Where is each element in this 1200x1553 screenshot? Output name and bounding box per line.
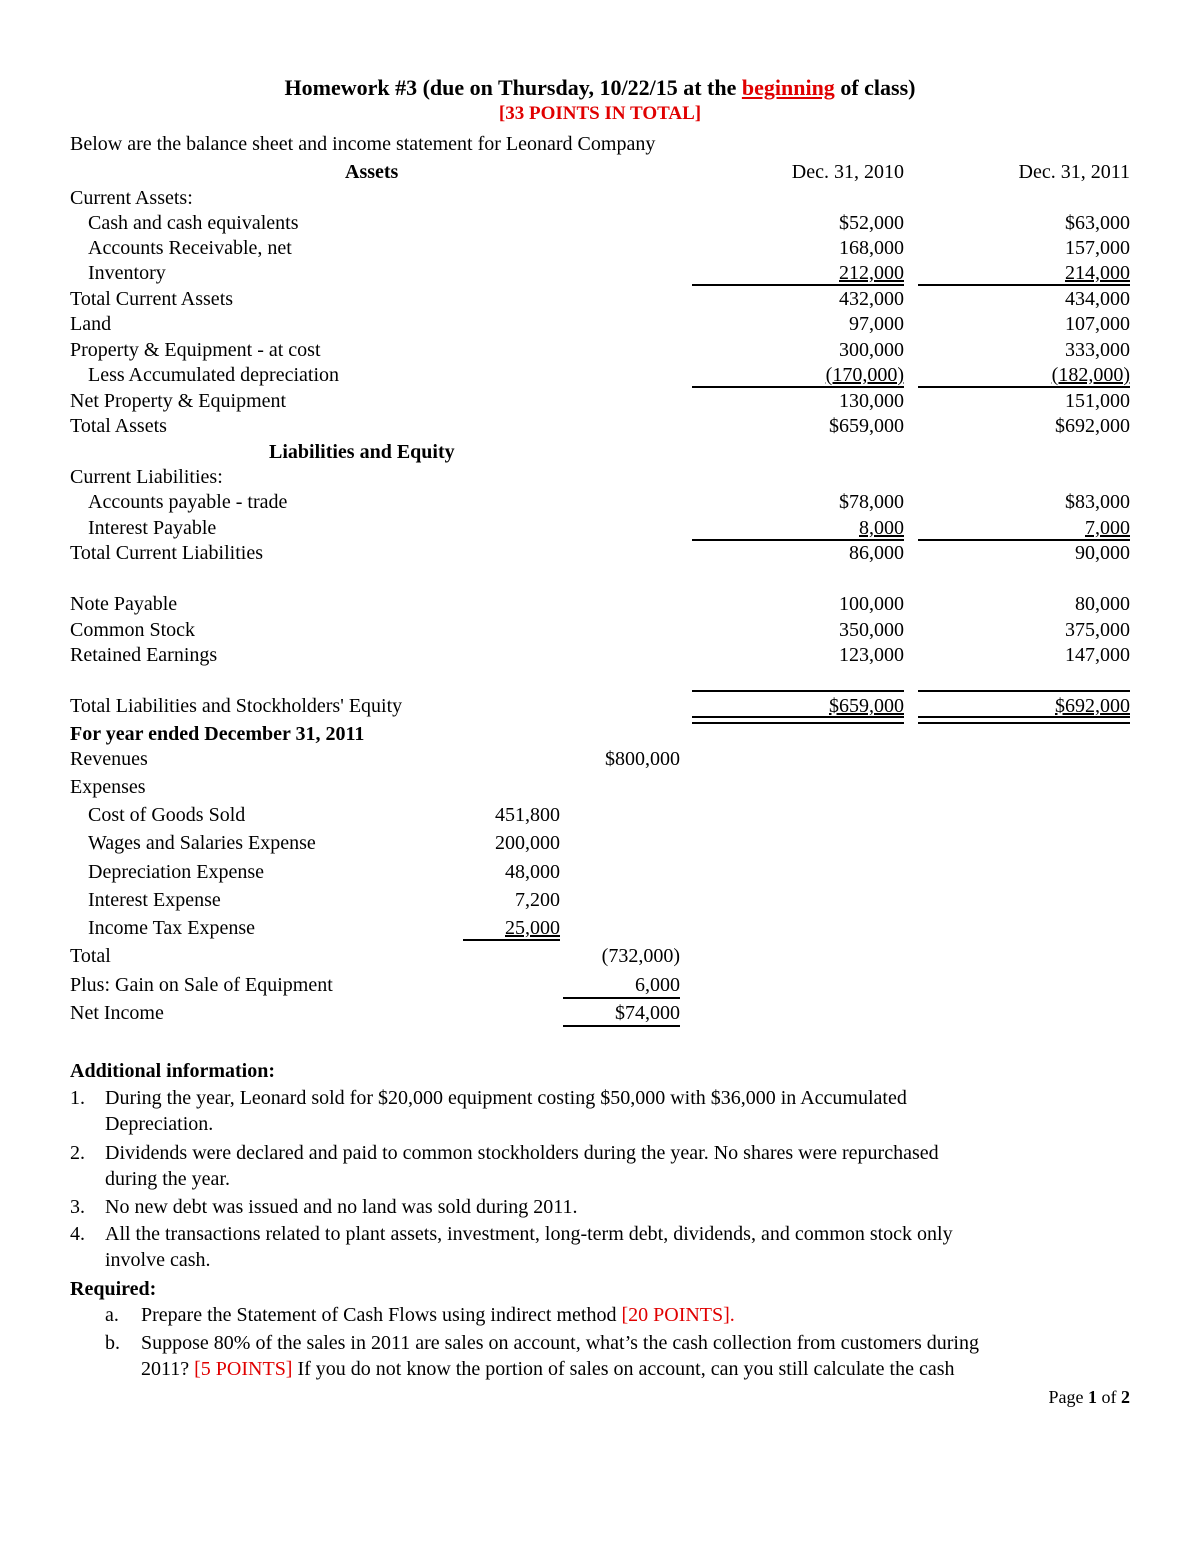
page-current: 1 — [1088, 1387, 1097, 1407]
row-label: Interest Payable — [88, 517, 217, 539]
row-label: Total Current Liabilities — [70, 542, 263, 564]
double-rule — [692, 716, 904, 724]
req-b-letter: b. — [105, 1332, 120, 1354]
row-label: Accounts Receivable, net — [88, 237, 292, 259]
value-2011: (182,000) — [1051, 364, 1130, 386]
req-b-text: Suppose 80% of the sales in 2011 are sales on account, what’s the cash collection from customers during — [141, 1332, 979, 1354]
value-2011: $83,000 — [1065, 491, 1130, 513]
req-b-rest: If you do not know the portion of sales on account, can you still calculate the cash — [292, 1358, 955, 1380]
subtotal-rule — [918, 386, 1130, 388]
row-label: Property & Equipment - at cost — [70, 339, 321, 361]
net-income-value: $74,000 — [615, 1002, 680, 1024]
value-2011: 214,000 — [1065, 262, 1130, 284]
value-2011: 90,000 — [1075, 542, 1130, 564]
current-assets-label: Current Assets: — [70, 187, 193, 209]
value-2011: $63,000 — [1065, 212, 1130, 234]
subtotal-rule — [918, 284, 1130, 286]
total-value: (732,000) — [601, 945, 680, 967]
list-item-text: Depreciation. — [105, 1113, 214, 1135]
expense-label: Cost of Goods Sold — [88, 804, 246, 826]
col-header-2011: Dec. 31, 2011 — [1018, 161, 1130, 183]
income-heading: For year ended December 31, 2011 — [70, 723, 365, 745]
current-liabilities-label: Current Liabilities: — [70, 466, 223, 488]
value-2011: 107,000 — [1065, 313, 1130, 335]
subtotal-rule — [692, 284, 904, 286]
value-2010: 130,000 — [839, 390, 904, 412]
page-total: 2 — [1121, 1387, 1130, 1407]
value-2010: 350,000 — [839, 619, 904, 641]
points-total: [33 POINTS IN TOTAL] — [498, 103, 702, 124]
value-2011: 80,000 — [1075, 593, 1130, 615]
net-income-label: Net Income — [70, 1002, 164, 1024]
value-2011: 434,000 — [1065, 288, 1130, 310]
expense-label: Wages and Salaries Expense — [88, 832, 316, 854]
value-2010: 168,000 — [839, 237, 904, 259]
req-b-points: [5 POINTS] — [194, 1358, 293, 1380]
req-b-year: 2011? — [141, 1358, 195, 1380]
value-2011: 375,000 — [1065, 619, 1130, 641]
req-a-text — [141, 1303, 735, 1328]
req-a-letter: a. — [105, 1304, 119, 1326]
gain-value: 6,000 — [635, 974, 680, 996]
title-prefix: Homework #3 (due on Thursday, 10/22/15 at the — [284, 75, 742, 100]
list-item-text: during the year. — [105, 1168, 230, 1190]
intro-text: Below are the balance sheet and income statement for Leonard Company — [70, 133, 656, 155]
req-a-body: Prepare the Statement of Cash Flows using indirect method — [141, 1304, 622, 1326]
expense-label: Interest Expense — [88, 889, 221, 911]
row-label: Cash and cash equivalents — [88, 212, 299, 234]
row-label: Total Liabilities and Stockholders' Equity — [70, 695, 403, 717]
row-label: Net Property & Equipment — [70, 390, 287, 412]
value-2010: 432,000 — [839, 288, 904, 310]
row-label: Land — [70, 313, 112, 335]
col-header-2010: Dec. 31, 2010 — [791, 161, 904, 183]
value-2010: (170,000) — [825, 364, 904, 386]
row-label: Less Accumulated depreciation — [88, 364, 340, 386]
row-label: Total Current Assets — [70, 288, 234, 310]
value-2010: 86,000 — [849, 542, 904, 564]
expense-value: 200,000 — [495, 832, 560, 854]
value-2010: 123,000 — [839, 644, 904, 666]
page-prefix: Page — [1048, 1387, 1088, 1407]
total-top-rule — [692, 690, 904, 692]
subtotal-rule — [692, 386, 904, 388]
value-2010: $659,000 — [829, 415, 904, 437]
title-emphasis: beginning — [741, 75, 835, 100]
row-label: Accounts payable - trade — [88, 491, 288, 513]
page-number — [1049, 1387, 1131, 1408]
value-2011: 157,000 — [1065, 237, 1130, 259]
expense-label: Depreciation Expense — [88, 861, 265, 883]
subtotal-rule — [563, 997, 680, 999]
value-2011: 147,000 — [1065, 644, 1130, 666]
value-2010: 300,000 — [839, 339, 904, 361]
list-item-text: involve cash. — [105, 1249, 211, 1271]
row-label: Total Assets — [70, 415, 167, 437]
total-label: Total — [70, 945, 111, 967]
value-2011: $692,000 — [1055, 695, 1130, 717]
value-2010: $78,000 — [839, 491, 904, 513]
row-label: Note Payable — [70, 593, 178, 615]
value-2010: 212,000 — [839, 262, 904, 284]
value-2010: 100,000 — [839, 593, 904, 615]
list-item-text: During the year, Leonard sold for $20,000 equipment costing $50,000 with $36,000 in Accumulated — [105, 1087, 907, 1109]
liabilities-heading: Liabilities and Equity — [269, 441, 455, 463]
list-item-text: No new debt was issued and no land was sold during 2011. — [105, 1196, 578, 1218]
row-label: Common Stock — [70, 619, 196, 641]
req-a-points: [20 POINTS]. — [621, 1304, 735, 1326]
row-label: Retained Earnings — [70, 644, 218, 666]
page-title — [0, 75, 1200, 101]
list-item-text: Dividends were declared and paid to common stockholders during the year. No shares were repurchased — [105, 1142, 939, 1164]
double-rule — [918, 716, 1130, 724]
expense-label: Income Tax Expense — [88, 917, 256, 939]
revenues-label: Revenues — [70, 748, 148, 770]
list-item-text: All the transactions related to plant assets, investment, long-term debt, dividends, and common stock only — [105, 1223, 953, 1245]
list-number: 3. — [70, 1196, 85, 1218]
value-2011: $692,000 — [1055, 415, 1130, 437]
title-suffix: of class) — [834, 75, 916, 100]
value-2010: 97,000 — [849, 313, 904, 335]
list-number: 1. — [70, 1087, 85, 1109]
expense-value: 25,000 — [505, 917, 560, 939]
subtotal-rule — [463, 939, 560, 941]
gain-label: Plus: Gain on Sale of Equipment — [70, 974, 333, 996]
value-2010: $659,000 — [829, 695, 904, 717]
assets-heading: Assets — [345, 161, 399, 183]
total-top-rule — [918, 690, 1130, 692]
net-income-rule — [563, 1025, 680, 1027]
expenses-label: Expenses — [70, 776, 146, 798]
req-b-text-cont — [141, 1357, 955, 1382]
revenues-value: $800,000 — [605, 748, 680, 770]
value-2010: 8,000 — [859, 517, 904, 539]
list-number: 2. — [70, 1142, 85, 1164]
value-2011: 151,000 — [1065, 390, 1130, 412]
expense-value: 451,800 — [495, 804, 560, 826]
list-number: 4. — [70, 1223, 85, 1245]
page-of: of — [1097, 1387, 1121, 1407]
value-2011: 333,000 — [1065, 339, 1130, 361]
row-label: Inventory — [88, 262, 166, 284]
expense-value: 48,000 — [505, 861, 560, 883]
value-2010: $52,000 — [839, 212, 904, 234]
expense-value: 7,200 — [515, 889, 560, 911]
additional-heading: Additional information: — [70, 1060, 276, 1082]
value-2011: 7,000 — [1085, 517, 1130, 539]
required-heading: Required: — [70, 1278, 157, 1300]
